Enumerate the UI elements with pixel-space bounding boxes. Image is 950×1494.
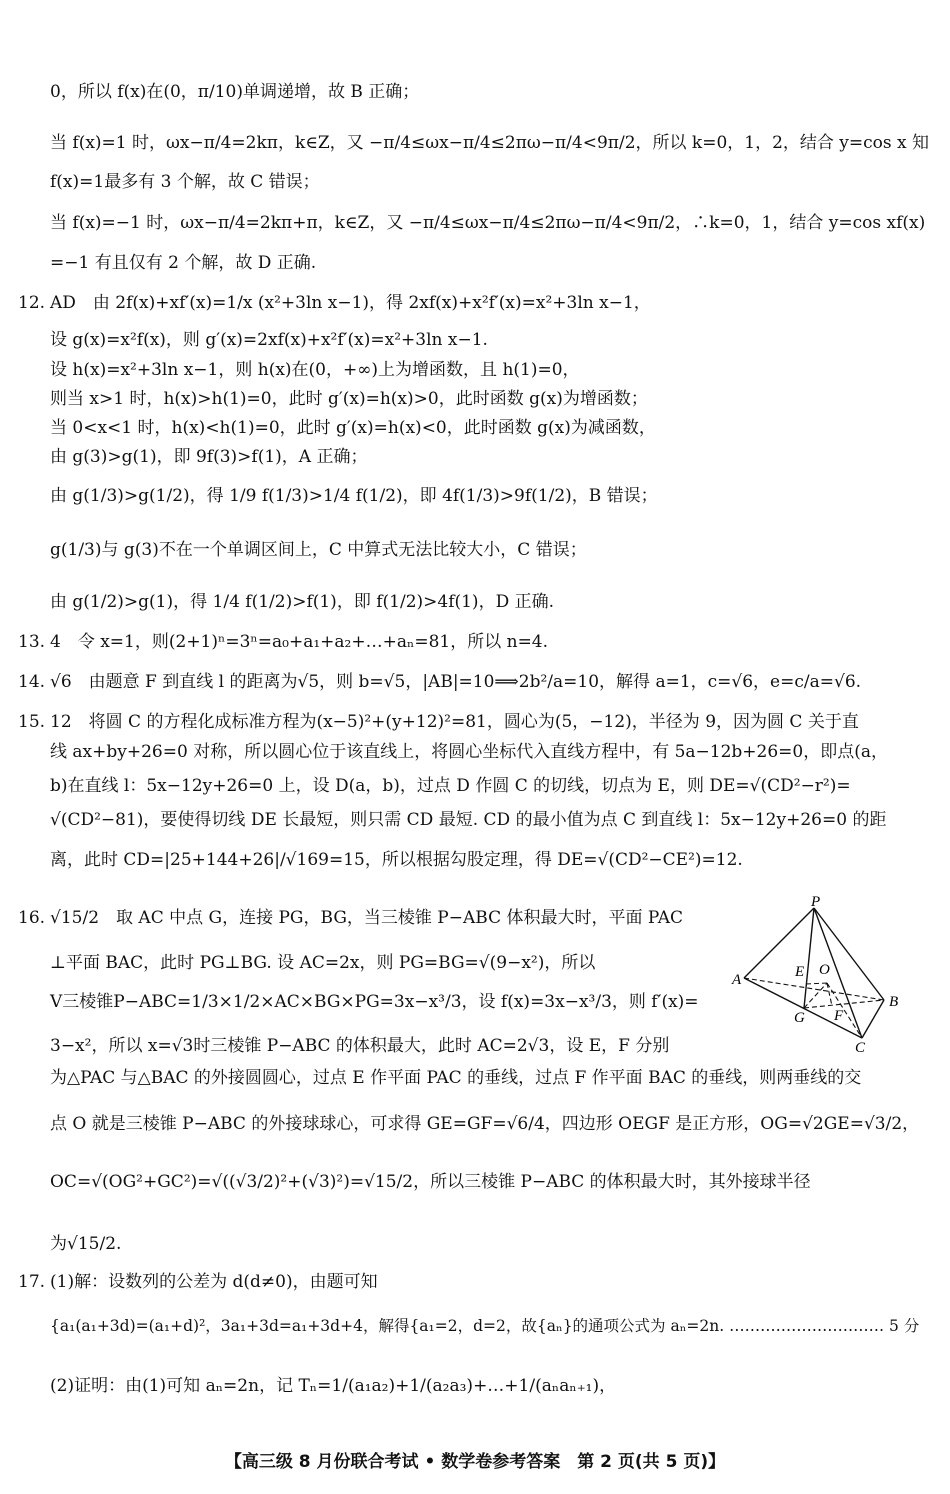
label-F: F [834,1008,844,1024]
sol16-line2: ⊥平面 BAC，此时 PG⊥BG. 设 AC=2x，则 PG=BG=√(9−x²)，所以 [50,953,596,973]
sol12-line3: 设 h(x)=x²+3ln x−1，则 h(x)在(0，+∞)上为增函数，且 h(1)=0， [50,360,580,380]
sol16-line3: V三棱锥P−ABC=1/3×1/2×AC×BG×PG=3x−x³/3，设 f(x)=3x−x³/3，则 f′(x)= [50,992,699,1012]
sol12-line9: 由 g(1/2)>g(1)，得 1/4 f(1/2)>f(1)，即 f(1/2)>4f(1)，D 正确. [50,592,555,612]
sol15-line4: √(CD²−81)，要使得切线 DE 长最短，则只需 CD 最短. CD 的最小值为点 C 到直线 l：5x−12y+26=0 的距 [50,810,887,830]
sol13-number: 13. [18,632,46,652]
sol13-line1: 4 令 x=1，则(2+1)ⁿ=3ⁿ=a₀+a₁+a₂+…+aₙ=81，所以 n=4. [50,632,549,652]
sol14-number: 14. [18,672,46,692]
sol16-line4: 3−x²，所以 x=√3时三棱锥 P−ABC 的体积最大，此时 AC=2√3，设 E，F 分别 [50,1036,670,1056]
sol15-line2: 线 ax+by+26=0 对称，所以圆心位于该直线上，将圆心坐标代入直线方程中，有 5a−12b+26=0，即点(a， [50,742,889,762]
segment-EO [806,983,827,984]
edge-CB [862,1000,884,1038]
sol16-line1: √15/2 取 AC 中点 G，连接 PG，BG，当三棱锥 P−ABC 体积最大时，平面 PAC [50,908,684,928]
sol17-number: 17. [18,1272,46,1292]
label-A: A [732,972,742,988]
label-B: B [889,994,899,1010]
sol12-line2: 设 g(x)=x²f(x)，则 g′(x)=2xf(x)+x²f′(x)=x²+3ln x−1. [50,330,488,350]
sol11-line5: =−1 有且仅有 2 个解，故 D 正确. [50,253,317,273]
label-G: G [794,1010,805,1026]
sol11-line2: 当 f(x)=1 时，ωx−π/4=2kπ，k∈Z，又 −π/4≤ωx−π/4≤2πω−π/4<9π/2，所以 k=0，1，2，结合 y=cos x 知 [50,133,930,153]
sol16-line7: OC=√(OG²+GC²)=√((√3/2)²+(√3)²)=√15/2，所以三棱锥 P−ABC 的体积最大时，其外接球半径 [50,1172,811,1192]
sol11-line3: f(x)=1最多有 3 个解，故 C 错误； [50,172,320,192]
sol16-line6: 点 O 就是三棱锥 P−ABC 的外接球球心，可求得 GE=GF=√6/4，四边形 OEGF 是正方形，OG=√2GE=√3/2， [50,1114,920,1134]
sol17-line2: {a₁(a₁+3d)=(a₁+d)²，3a₁+3d=a₁+3d+4，解得{a₁=2，d=2，故{aₙ}的通项公式为 aₙ=2n. ………………………… 5 分 [50,1317,920,1335]
sol16-number: 16. [18,908,46,928]
sol15-number: 15. [18,712,46,732]
sol11-line1: 0，所以 f(x)在(0，π/10)单调递增，故 B 正确； [50,82,420,102]
segment-GB [804,1000,884,1008]
sol16-line8: 为√15/2. [50,1234,122,1254]
page-footer: 【高三级 8 月份联合考试 • 数学卷参考答案 第 2 页(共 5 页)】 [224,1452,726,1472]
sol12-line4: 则当 x>1 时，h(x)>h(1)=0，此时 g′(x)=h(x)>0，此时函数 g(x)为增函数； [50,389,648,409]
sol15-line5: 离，此时 CD=|25+144+26|/√169=15，所以根据勾股定理，得 DE=√(CD²−CE²)=12. [50,850,743,870]
sol15-line3: b)在直线 l：5x−12y+26=0 上，设 D(a，b)，过点 D 作圆 C 的切线，切点为 E，则 DE=√(CD²−r²)= [50,776,851,796]
sol12-line6: 由 g(3)>g(1)，即 9f(3)>f(1)，A 正确； [50,447,368,467]
sol16-line5: 为△PAC 与△BAC 的外接圆圆心，过点 E 作平面 PAC 的垂线，过点 F 作平面 BAC 的垂线，则两垂线的交 [50,1068,862,1088]
segment-PG [804,908,814,1008]
sol12-line5: 当 0<x<1 时，h(x)<h(1)=0，此时 g′(x)=h(x)<0，此时函数 g(x)为减函数， [50,418,656,438]
segment-GO [804,983,827,1008]
pyramid-figure [724,896,924,1054]
edge-PB [814,908,884,1000]
sol12-number: 12. [18,293,46,313]
label-O: O [819,962,830,978]
sol15-line1: 12 将圆 C 的方程化成标准方程为(x−5)²+(y+12)²=81，圆心为(5，−12)，半径为 9，因为圆 C 关于直 [50,712,859,732]
sol17-line1: (1)解：设数列的公差为 d(d≠0)，由题可知 [50,1272,378,1292]
label-E: E [795,964,805,980]
sol12-line8: g(1/3)与 g(3)不在一个单调区间上，C 中算式无法比较大小，C 错误； [50,540,587,560]
sol17-line3: (2)证明：由(1)可知 aₙ=2n，记 Tₙ=1/(a₁a₂)+1/(a₂a₃)+…+1/(aₙaₙ₊₁)， [50,1376,617,1396]
sol14-line1: √6 由题意 F 到直线 l 的距离为√5，则 b=√5，|AB|=10⟹2b²/a=10，解得 a=1，c=√6，e=c/a=√6. [50,672,862,692]
sol12-line1: AD 由 2f(x)+xf′(x)=1/x (x²+3ln x−1)，得 2xf(x)+x²f′(x)=x²+3ln x−1， [50,293,651,313]
label-C: C [855,1040,866,1054]
sol11-line4: 当 f(x)=−1 时，ωx−π/4=2kπ+π，k∈Z，又 −π/4≤ωx−π/4≤2πω−π/4<9π/2，∴k=0，1，结合 y=cos xf(x) [50,213,926,233]
sol12-line7: 由 g(1/3)>g(1/2)，得 1/9 f(1/3)>1/4 f(1/2)，即 4f(1/3)>9f(1/2)，B 错误； [50,486,658,506]
label-P: P [811,896,821,910]
